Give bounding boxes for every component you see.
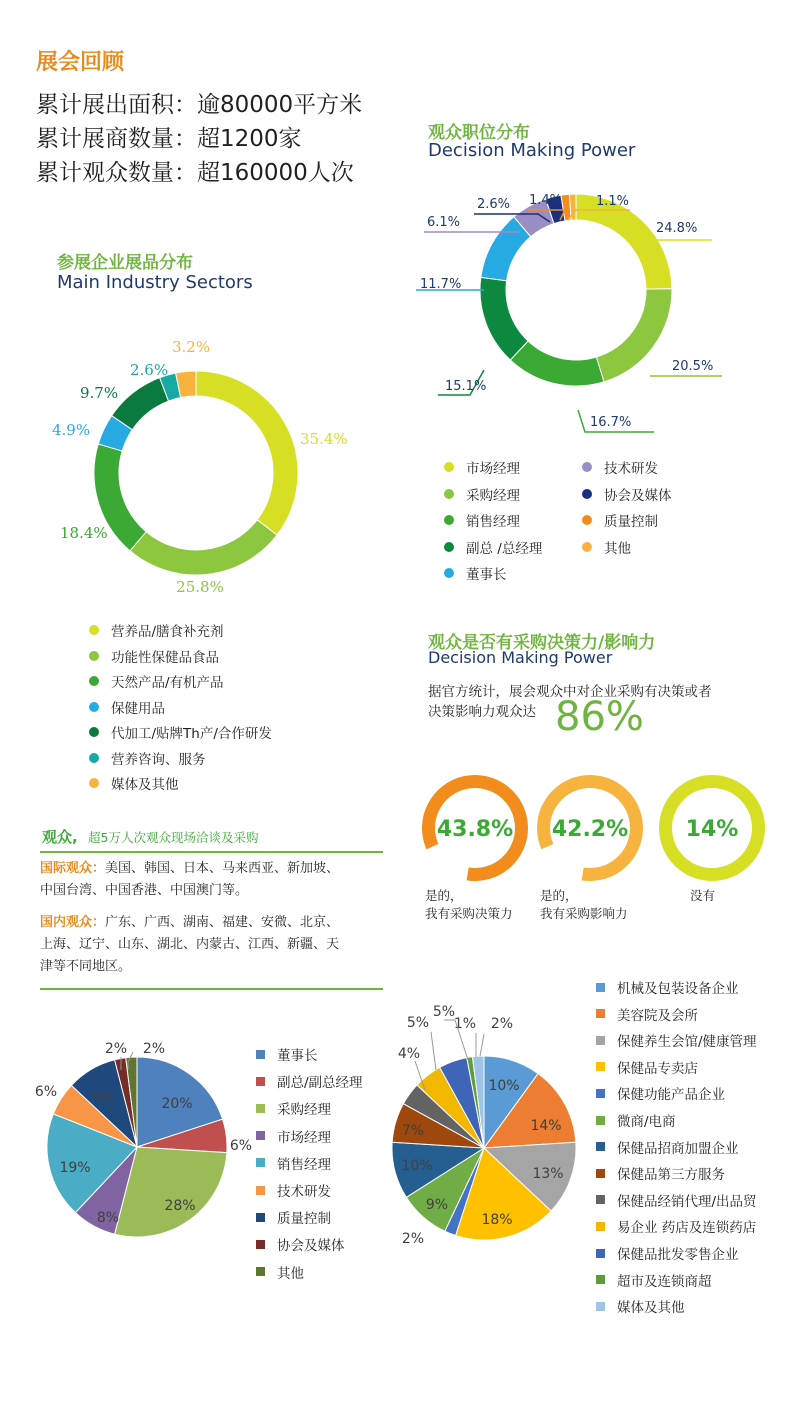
- positions-legend-item: [444, 457, 520, 477]
- legend-dot: [444, 515, 454, 525]
- positions-slice-3: [480, 277, 528, 360]
- buyers-legend-item: [596, 1296, 685, 1316]
- roles-label-3: 8%: [96, 1210, 120, 1226]
- legend-dot: [89, 753, 99, 763]
- decision-desc-line1: 据官方统计，展会观众中对企业采购有决策或者: [428, 684, 712, 700]
- buyers-label-4: 2%: [401, 1231, 425, 1247]
- buyers-legend-item: [596, 1243, 739, 1263]
- legend-label: 采购经理: [466, 487, 520, 504]
- sectors-slice-4: [112, 378, 169, 430]
- legend-square: [256, 1077, 265, 1086]
- sectors-donut-chart: [0, 320, 400, 610]
- legend-label: 采购经理: [277, 1102, 331, 1119]
- positions-label-8: 1.1%: [596, 194, 630, 209]
- roles-legend-item: [256, 1126, 331, 1146]
- roles-legend-item: [256, 1071, 363, 1091]
- legend-label: 保健品专卖店: [617, 1060, 698, 1077]
- legend-label: 保健养生会馆/健康管理: [617, 1034, 757, 1051]
- legend-label: 其他: [277, 1265, 304, 1282]
- roles-legend-item: [256, 1044, 318, 1064]
- roles-label-5: 6%: [34, 1084, 58, 1100]
- buyers-legend-item: [596, 1137, 739, 1157]
- sectors-slice-1: [130, 520, 277, 575]
- positions-legend-item: [582, 510, 658, 530]
- buyers-leader-4: [480, 1034, 484, 1056]
- buyers-leader-1: [431, 1032, 436, 1070]
- gauge-value-0: 43.8%: [436, 817, 514, 842]
- legend-dot: [89, 778, 99, 788]
- sectors-label-3: 4.9%: [52, 421, 91, 439]
- legend-label: 保健功能产品企业: [617, 1087, 725, 1104]
- positions-label-0: 24.8%: [656, 221, 698, 236]
- roles-legend-item: [256, 1234, 345, 1254]
- legend-dot: [582, 489, 592, 499]
- gauge-caption1-0: 是的，: [425, 888, 463, 903]
- positions-legend-item: [444, 537, 542, 557]
- legend-label: 保健品经销代理/出品贸: [617, 1193, 757, 1210]
- roles-legend-item: [256, 1207, 331, 1227]
- positions-label-3: 15.1%: [445, 379, 487, 394]
- legend-square: [256, 1213, 265, 1222]
- roles-pie-chart: [0, 1020, 260, 1270]
- dom-text2: 上海、辽宁、山东、湖北、内蒙古、江西、新疆、天: [40, 937, 340, 952]
- intl-text2: 中国台湾、中国香港、中国澳门等。: [40, 883, 249, 898]
- legend-square: [596, 1089, 605, 1098]
- positions-title-en: Decision Making Power: [428, 140, 636, 161]
- sectors-label-0: 35.4%: [300, 430, 348, 448]
- buyers-legend-item: [596, 1057, 698, 1077]
- legend-dot: [89, 676, 99, 686]
- legend-label: 其他: [604, 540, 631, 557]
- decision-gauges: [400, 770, 800, 930]
- legend-dot: [89, 702, 99, 712]
- decision-title-en: Decision Making Power: [428, 648, 613, 667]
- positions-label-1: 20.5%: [672, 359, 714, 374]
- legend-square: [596, 1302, 605, 1311]
- decision-title-cn: 观众是否有采购决策力/影响力: [428, 633, 656, 653]
- legend-label: 超市及连锁商超: [617, 1273, 712, 1290]
- legend-square: [596, 1195, 605, 1204]
- sectors-legend-item: [89, 697, 165, 717]
- legend-label: 市场经理: [466, 461, 520, 477]
- buyers-label-9: 5%: [406, 1015, 430, 1031]
- roles-legend-item: [256, 1098, 331, 1118]
- roles-label-4: 19%: [59, 1160, 91, 1176]
- positions-label-4: 11.7%: [420, 277, 462, 292]
- legend-label: 保健用品: [111, 700, 165, 717]
- positions-slice-2: [510, 341, 604, 386]
- positions-label-2: 16.7%: [590, 415, 632, 430]
- sectors-label-6: 3.2%: [172, 338, 211, 356]
- sectors-title-cn: 参展企业展品分布: [57, 253, 193, 273]
- buyers-label-2: 13%: [532, 1166, 564, 1182]
- legend-square: [256, 1131, 265, 1140]
- gauge-value-2: 14%: [685, 817, 739, 842]
- legend-label: 董事长: [277, 1048, 318, 1064]
- sectors-slice-0: [196, 371, 298, 535]
- legend-square: [256, 1104, 265, 1113]
- audience-divider-bottom: [40, 988, 383, 990]
- roles-label-2: 28%: [164, 1198, 196, 1214]
- sectors-legend-item: [89, 671, 224, 691]
- positions-legend-item: [444, 484, 520, 504]
- legend-label: 协会及媒体: [604, 487, 672, 504]
- legend-dot: [444, 542, 454, 552]
- legend-label: 美容院及会所: [617, 1007, 698, 1024]
- roles-label-6: 9%: [92, 1090, 116, 1106]
- audience-subtitle: 超5万人次观众现场洽谈及采购: [88, 830, 259, 845]
- legend-label: 副总/副总经理: [277, 1075, 363, 1092]
- buyers-legend-item: [596, 1163, 725, 1183]
- sectors-legend-item: [89, 773, 179, 793]
- intl-line1: [40, 858, 339, 880]
- positions-legend-item: [582, 457, 658, 477]
- legend-label: 易企业 药店及连锁药店: [617, 1220, 757, 1237]
- legend-square: [256, 1186, 265, 1195]
- sectors-label-5: 2.6%: [130, 361, 169, 379]
- legend-square: [596, 1275, 605, 1284]
- roles-label-0: 20%: [161, 1096, 193, 1112]
- roles-label-7: 2%: [104, 1041, 128, 1057]
- buyers-label-3: 18%: [481, 1212, 513, 1228]
- gauge-caption1-1: 是的，: [540, 888, 578, 903]
- legend-square: [596, 1142, 605, 1151]
- legend-square: [596, 983, 605, 992]
- legend-square: [256, 1267, 265, 1276]
- positions-title-cn: 观众职位分布: [428, 123, 530, 143]
- legend-label: 市场经理: [277, 1129, 331, 1146]
- sectors-legend-item: [89, 646, 219, 666]
- positions-slice-1: [596, 289, 672, 382]
- positions-label-7: 1.4%: [529, 193, 563, 208]
- buyers-label-10: 5%: [432, 1004, 456, 1020]
- legend-label: 副总 /总经理: [466, 540, 543, 557]
- legend-square: [596, 1036, 605, 1045]
- buyers-legend-item: [596, 1110, 676, 1130]
- sectors-legend-item: [89, 620, 224, 640]
- legend-label: 质量控制: [604, 514, 658, 530]
- audience-title: 观众,: [42, 828, 78, 846]
- legend-label: 机械及包装设备企业: [617, 981, 739, 997]
- legend-label: 保健品批发零售企业: [617, 1247, 739, 1263]
- positions-label-6: 2.6%: [477, 197, 511, 212]
- stat-area: 累计展出面积：逾80000平方米: [36, 92, 363, 118]
- gauge-value-1: 42.2%: [551, 817, 629, 842]
- positions-label-5: 6.1%: [427, 215, 461, 230]
- roles-legend-item: [256, 1153, 331, 1173]
- legend-label: 微商/电商: [617, 1114, 676, 1130]
- legend-label: 保健品招商加盟企业: [617, 1140, 739, 1157]
- buyers-legend-item: [596, 1216, 756, 1236]
- intl-text1: 美国、韩国、日本、马来西亚、新加坡、: [105, 861, 340, 876]
- legend-dot: [444, 568, 454, 578]
- legend-square: [256, 1158, 265, 1167]
- dom-label: 国内观众：: [40, 915, 106, 930]
- legend-dot: [444, 462, 454, 472]
- legend-square: [596, 1222, 605, 1231]
- buyers-legend-item: [596, 1190, 757, 1210]
- dom-text1: 广东、广西、湖南、福建、安微、北京、: [105, 915, 340, 930]
- legend-square: [596, 1009, 605, 1018]
- roles-label-1: 6%: [229, 1138, 253, 1154]
- legend-label: 质量控制: [277, 1211, 331, 1228]
- legend-label: 技术研发: [604, 461, 658, 477]
- legend-square: [256, 1240, 265, 1249]
- legend-label: 营养咨询、服务: [111, 751, 206, 768]
- gauge-caption1-2: 没有: [690, 888, 716, 903]
- dom-line1: [40, 912, 339, 934]
- legend-label: 技术研发: [277, 1184, 331, 1200]
- sectors-label-4: 9.7%: [80, 384, 119, 402]
- legend-label: 天然产品/有机产品: [111, 675, 224, 691]
- page-title: 展会回顾: [36, 50, 125, 75]
- legend-dot: [444, 489, 454, 499]
- buyers-label-8: 4%: [397, 1046, 421, 1062]
- decision-desc-line2: 决策影响力观众达: [428, 704, 536, 720]
- legend-label: 媒体及其他: [111, 777, 179, 793]
- gauge-caption2-0: 我有采购决策力: [425, 906, 513, 921]
- buyers-legend-item: [596, 1083, 725, 1103]
- buyers-legend-item: [596, 1030, 757, 1050]
- audience-divider-top: [40, 851, 383, 853]
- legend-square: [596, 1062, 605, 1071]
- legend-square: [596, 1169, 605, 1178]
- buyers-legend-item: [596, 977, 739, 997]
- stat-exhibitors: 累计展商数量：超1200家: [36, 126, 302, 152]
- legend-label: 销售经理: [277, 1156, 331, 1173]
- dom-text3: 津等不同地区。: [40, 959, 132, 974]
- positions-legend-item: [582, 484, 672, 504]
- legend-label: 协会及媒体: [277, 1238, 345, 1255]
- sectors-legend-item: [89, 748, 206, 768]
- roles-legend-item: [256, 1262, 304, 1282]
- legend-label: 媒体及其他: [617, 1300, 685, 1317]
- legend-dot: [89, 651, 99, 661]
- buyers-label-6: 10%: [401, 1158, 433, 1174]
- decision-big-value: 86%: [555, 694, 644, 740]
- positions-legend-item: [444, 510, 520, 530]
- buyers-label-12: 2%: [490, 1016, 514, 1032]
- legend-label: 功能性保健品食品: [111, 649, 219, 666]
- buyers-label-0: 10%: [488, 1078, 520, 1094]
- buyers-label-5: 9%: [425, 1197, 449, 1213]
- gauge-caption2-1: 我有采购影响力: [540, 906, 628, 921]
- buyers-legend-item: [596, 1270, 712, 1290]
- sectors-title-en: Main Industry Sectors: [57, 272, 253, 293]
- roles-label-8: 2%: [142, 1041, 166, 1057]
- legend-square: [596, 1116, 605, 1125]
- buyers-label-11: 1%: [453, 1016, 477, 1032]
- intl-label: 国际观众：: [40, 861, 106, 876]
- sectors-label-2: 18.4%: [60, 524, 108, 542]
- buyers-label-7: 7%: [401, 1123, 425, 1139]
- roles-legend-item: [256, 1180, 331, 1200]
- positions-donut-chart: [400, 180, 800, 440]
- legend-dot: [582, 542, 592, 552]
- stat-visitors: 累计观众数量：超160000人次: [36, 160, 354, 186]
- legend-square: [256, 1050, 265, 1059]
- legend-square: [596, 1249, 605, 1258]
- legend-label: 保健品第三方服务: [617, 1167, 725, 1184]
- legend-dot: [582, 462, 592, 472]
- legend-dot: [582, 515, 592, 525]
- legend-dot: [89, 727, 99, 737]
- buyers-legend-item: [596, 1004, 698, 1024]
- positions-legend-item: [444, 563, 507, 583]
- legend-label: 销售经理: [466, 514, 520, 530]
- positions-legend-item: [582, 537, 631, 557]
- legend-dot: [89, 625, 99, 635]
- legend-label: 代加工/贴牌Th产/合作研发: [111, 726, 272, 742]
- sectors-legend-item: [89, 722, 272, 742]
- legend-label: 营养品/膳食补充剂: [111, 624, 224, 640]
- buyers-pie-chart: [380, 1000, 590, 1260]
- sectors-label-1: 25.8%: [176, 578, 224, 596]
- buyers-label-1: 14%: [530, 1118, 562, 1134]
- legend-label: 董事长: [466, 567, 507, 583]
